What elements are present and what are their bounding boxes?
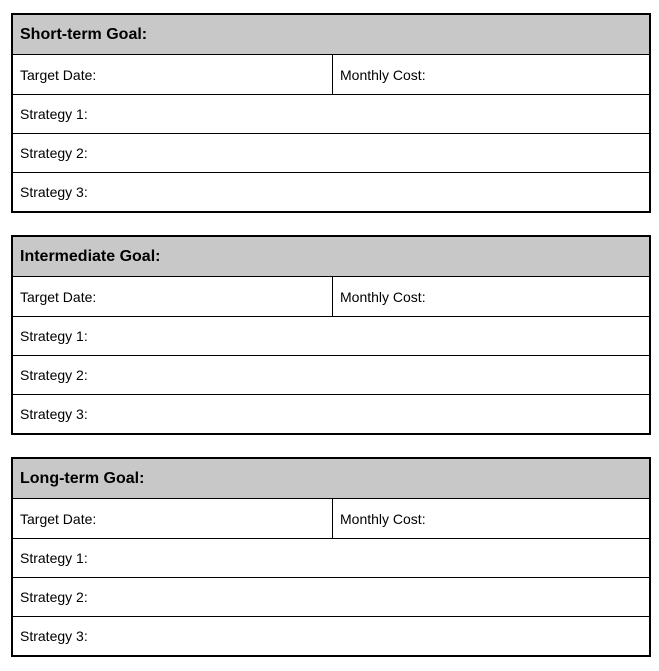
strategy-3-label: Strategy 3: — [20, 628, 88, 644]
strategy-2-field[interactable] — [13, 578, 649, 617]
goal-title: Intermediate Goal: — [13, 237, 649, 277]
monthly-cost-field[interactable] — [333, 55, 649, 94]
strategy-2-label: Strategy 2: — [20, 367, 88, 383]
monthly-cost-label: Monthly Cost: — [340, 66, 426, 83]
target-date-field[interactable] — [13, 277, 333, 316]
strategy-2-field[interactable] — [13, 356, 649, 395]
strategy-1-label: Strategy 1: — [20, 550, 88, 566]
target-date-label: Target Date: — [20, 66, 97, 83]
long-term-goal-table — [11, 457, 651, 657]
strategy-3-label: Strategy 3: — [20, 184, 88, 200]
short-term-goal-table — [11, 13, 651, 213]
strategy-3-label: Strategy 3: — [20, 406, 88, 422]
intermediate-goal-table — [11, 235, 651, 435]
target-date-field[interactable] — [13, 499, 333, 538]
strategy-3-field[interactable] — [13, 395, 649, 433]
strategy-1-label: Strategy 1: — [20, 328, 88, 344]
monthly-cost-label: Monthly Cost: — [340, 510, 426, 527]
goal-details-row — [13, 499, 649, 539]
strategy-3-field[interactable] — [13, 173, 649, 211]
goal-title: Short-term Goal: — [13, 15, 649, 55]
target-date-field[interactable] — [13, 55, 333, 94]
strategy-1-field[interactable] — [13, 539, 649, 578]
strategy-1-label: Strategy 1: — [20, 106, 88, 122]
monthly-cost-field[interactable] — [333, 499, 649, 538]
goal-details-row — [13, 277, 649, 317]
strategy-2-field[interactable] — [13, 134, 649, 173]
goal-details-row — [13, 55, 649, 95]
strategy-2-label: Strategy 2: — [20, 589, 88, 605]
goal-title: Long-term Goal: — [13, 459, 649, 499]
strategy-1-field[interactable] — [13, 317, 649, 356]
strategy-1-field[interactable] — [13, 95, 649, 134]
monthly-cost-field[interactable] — [333, 277, 649, 316]
target-date-label: Target Date: — [20, 510, 97, 527]
monthly-cost-label: Monthly Cost: — [340, 288, 426, 305]
strategy-2-label: Strategy 2: — [20, 145, 88, 161]
strategy-3-field[interactable] — [13, 617, 649, 655]
target-date-label: Target Date: — [20, 288, 97, 305]
